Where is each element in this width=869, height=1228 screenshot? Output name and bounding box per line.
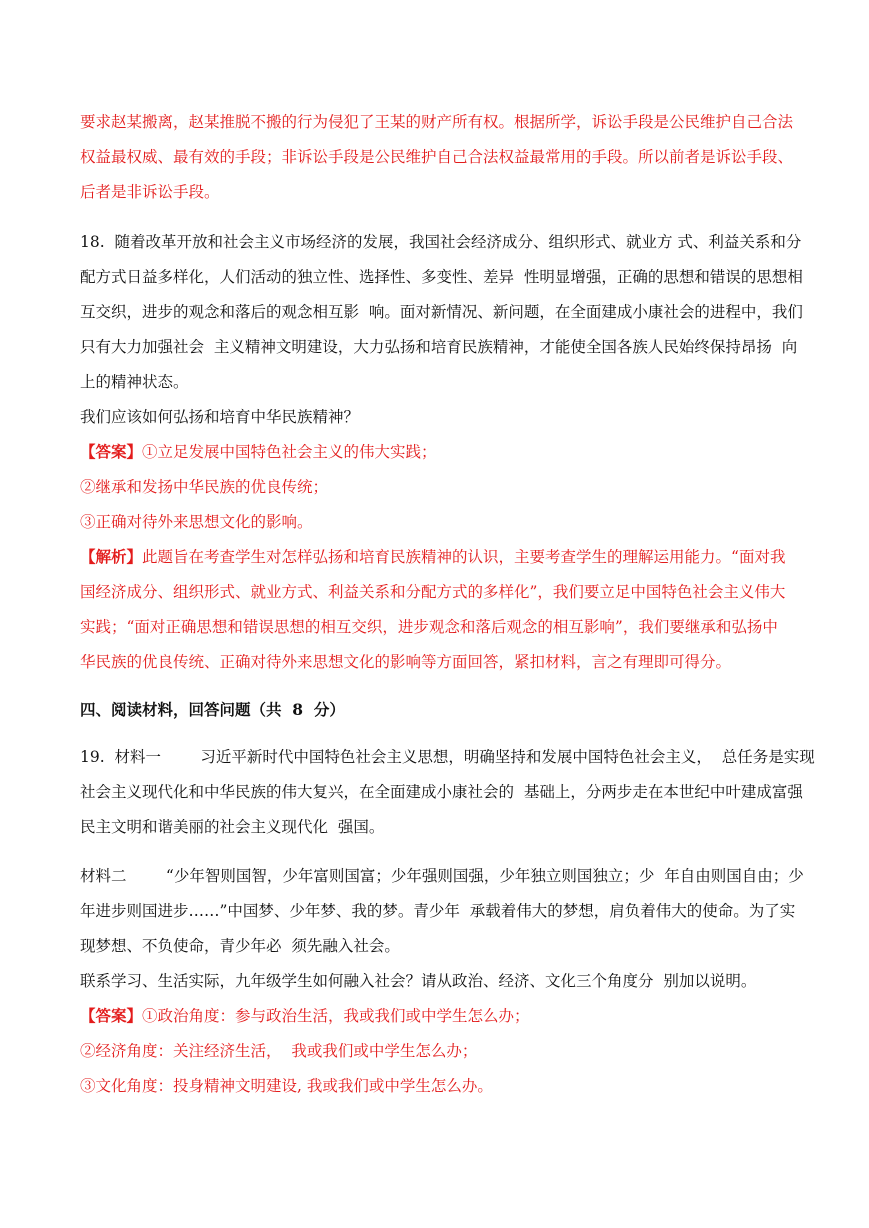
section-heading: 四、阅读材料，回答问题（共 8 分） [80, 700, 345, 719]
q19-material2-line: 材料二 “少年智则国智，少年富则国富；少年强则国强，少年独立则国独立；少 年自由则国自由；少 [80, 867, 804, 885]
analysis-tag: 【解析】 [80, 547, 143, 566]
q18-analysis-line [80, 547, 785, 567]
answer-tag: 【答案】 [80, 442, 143, 461]
q19-material2-line: 年进步则国进步……”中国梦、少年梦、我的梦。青少年 承载着伟大的梦想，肩负着伟大的使命。为了实 [80, 902, 796, 920]
q19-question: 联系学习、生活实际，九年级学生如何融入社会？请从政治、经济、文化三个角度分 别加以说明。 [80, 972, 757, 990]
q19-material1-line: 民主文明和谐美丽的社会主义现代化 强国。 [80, 818, 385, 836]
q18-analysis-text: 此题旨在考查学生对怎样弘扬和培育民族精神的认识，主要考查学生的理解运用能力。“面对我 [142, 548, 786, 566]
q19-answer-item: ②经济角度：关注经济生活， 我或我们或中学生怎么办； [80, 1042, 478, 1060]
intro-answer-line: 要求赵某搬离，赵某推脱不搬的行为侵犯了王某的财产所有权。根据所学，诉讼手段是公民维护自己合法 [80, 113, 794, 131]
q18-analysis-line: 华民族的优良传统、正确对待外来思想文化的影响等方面回答，紧扣材料，言之有理即可得分。 [80, 653, 732, 671]
q18-answer-item: ①立足发展中国特色社会主义的伟大实践； [142, 443, 437, 461]
answer-tag: 【答案】 [80, 1006, 143, 1025]
q18-analysis-line: 实践；“面对正确思想和错误思想的相互交织，进步观念和落后观念的相互影响”，我们要继承和弘扬中 [80, 618, 778, 636]
q19-material2-line: 现梦想、不负使命，青少年必 须先融入社会。 [80, 937, 400, 955]
q19-material1-line: 19. 材料一 习近平新时代中国特色社会主义思想，明确坚持和发展中国特色社会主义， 总任务是实现 [80, 748, 815, 766]
q19-answer-line [80, 1006, 530, 1026]
q18-stem-line: 只有大力加强社会 主义精神文明建设，大力弘扬和培育民族精神，才能使全国各族人民始终保持昂扬 向 [80, 338, 798, 356]
q18-stem-line: 上的精神状态。 [80, 373, 189, 391]
q18-stem-line: 18. 随着改革开放和社会主义市场经济的发展，我国社会经济成分、组织形式、就业方 式、利益关系和分 [80, 233, 802, 251]
q18-stem-line: 互交织，进步的观念和落后的观念相互影 响。面对新情况、新问题，在全面建成小康社会的进程中，我们 [80, 303, 803, 321]
q18-analysis-line: 国经济成分、组织形式、就业方式、利益关系和分配方式的多样化”，我们要立足中国特色社会主义伟大 [80, 583, 786, 601]
q18-answer-item: ③正确对待外来思想文化的影响。 [80, 513, 313, 531]
q18-answer-item: ②继承和发扬中华民族的优良传统； [80, 478, 329, 496]
q18-stem-line: 配方式日益多样化，人们活动的独立性、选择性、多变性、差异 性明显增强，正确的思想和错误的思想相 [80, 268, 803, 286]
q19-answer-item: ①政治角度：参与政治生活，我或我们或中学生怎么办； [142, 1007, 530, 1025]
q19-answer-item: ③文化角度：投身精神文明建设, 我或我们或中学生怎么办。 [80, 1077, 493, 1095]
q18-answer-line [80, 442, 437, 462]
intro-answer-line: 后者是非诉讼手段。 [80, 183, 220, 201]
intro-answer-line: 权益最权威、最有效的手段；非诉讼手段是公民维护自己合法权益最常用的手段。所以前者是诉讼手段、 [80, 148, 794, 166]
q19-material1-line: 社会主义现代化和中华民族的伟大复兴，在全面建成小康社会的 基础上，分两步走在本世纪中叶建成富强 [80, 783, 803, 801]
q18-question: 我们应该如何弘扬和培育中华民族精神？ [80, 408, 360, 426]
